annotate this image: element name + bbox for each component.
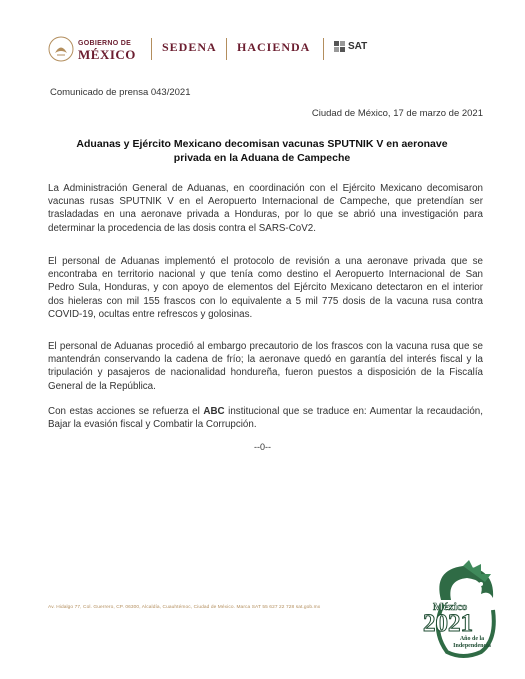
sedena-logo: SEDENA: [162, 40, 217, 54]
emblem-mexico-text: México: [433, 601, 468, 613]
paragraph-2: El personal de Aduanas implementó el protocolo de revisión a una aeronave privada que se encontraba en territorio nacional y que tenía como destino el Aeropuerto Internacional de San Pedro Sula, Honduras, y con apoyo de elementos del Ejército Mexicano detectaron en el interior dos hieleras con mil 155 frascos con lo equivalente a 5 mil 775 dosis de la vacuna rusa contra COVID-19, ocultas entre refrescos y golosinas.: [48, 256, 483, 320]
eagle-emblem-icon: [48, 36, 74, 62]
paragraph-4: [48, 405, 483, 431]
emblem-year: 2021: [423, 610, 473, 637]
paragraph-3: El personal de Aduanas procedió al embargo precautorio de los frascos con la vacuna rusa que se mantendrán conservando la cadena de frío; la aeronave quedó en garantía del interés fiscal y la tripulación y pasajeros de nacionalidad hondureña, fueron puestos a disposición de la Fiscalía General de la República.: [48, 341, 483, 392]
sat-logo: SAT: [348, 41, 368, 52]
letterhead: [0, 34, 525, 64]
divider: [323, 38, 324, 60]
abc-emphasis: ABC: [203, 406, 225, 417]
divider: [151, 38, 152, 60]
paragraph-1: La Administración General de Aduanas, en coordinación con el Ejército Mexicano decomisaron vacunas rusas SPUTNIK V en el Aeropuerto Internacional de Campeche, que pretendían ser trasladadas en una aeronave privada a Honduras, por lo que se abrió una investigación para determinar la procedencia de las dosis contra el SARS-CoV2.: [48, 183, 483, 234]
gobierno-de-label: GOBIERNO DE: [78, 40, 132, 47]
press-release-number: Comunicado de prensa 043/2021: [50, 87, 191, 98]
paragraph-4-pre: Con estas acciones se refuerza el: [48, 406, 204, 417]
hacienda-logo: HACIENDA: [237, 40, 311, 54]
paragraph-4-post: institucional que se traduce en: Aumentar la recaudación, Bajar la evasión fiscal y Combatir la Corrupción.: [48, 406, 483, 431]
release-date: Ciudad de México, 17 de marzo de 2021: [311, 108, 483, 119]
release-title: Aduanas y Ejército Mexicano decomisan vacunas SPUTNIK V en aeronave privada en la Aduana de Campeche: [76, 138, 448, 164]
divider: [226, 38, 227, 60]
emblem-subtitle: Año de la Independencia: [453, 636, 491, 649]
sat-icon: [334, 41, 346, 53]
mexico-label: MÉXICO: [78, 47, 136, 62]
gobierno-de-mexico-logo: [48, 34, 144, 64]
footer-address: Av. Hidalgo 77, Col. Guerrero, CP. 06300, Alcaldía, Cuauhtémoc, Ciudad de México. Marca SAT 55 627 22 728 sat.gob.mx: [48, 605, 321, 610]
end-marker: --0--: [254, 442, 271, 452]
